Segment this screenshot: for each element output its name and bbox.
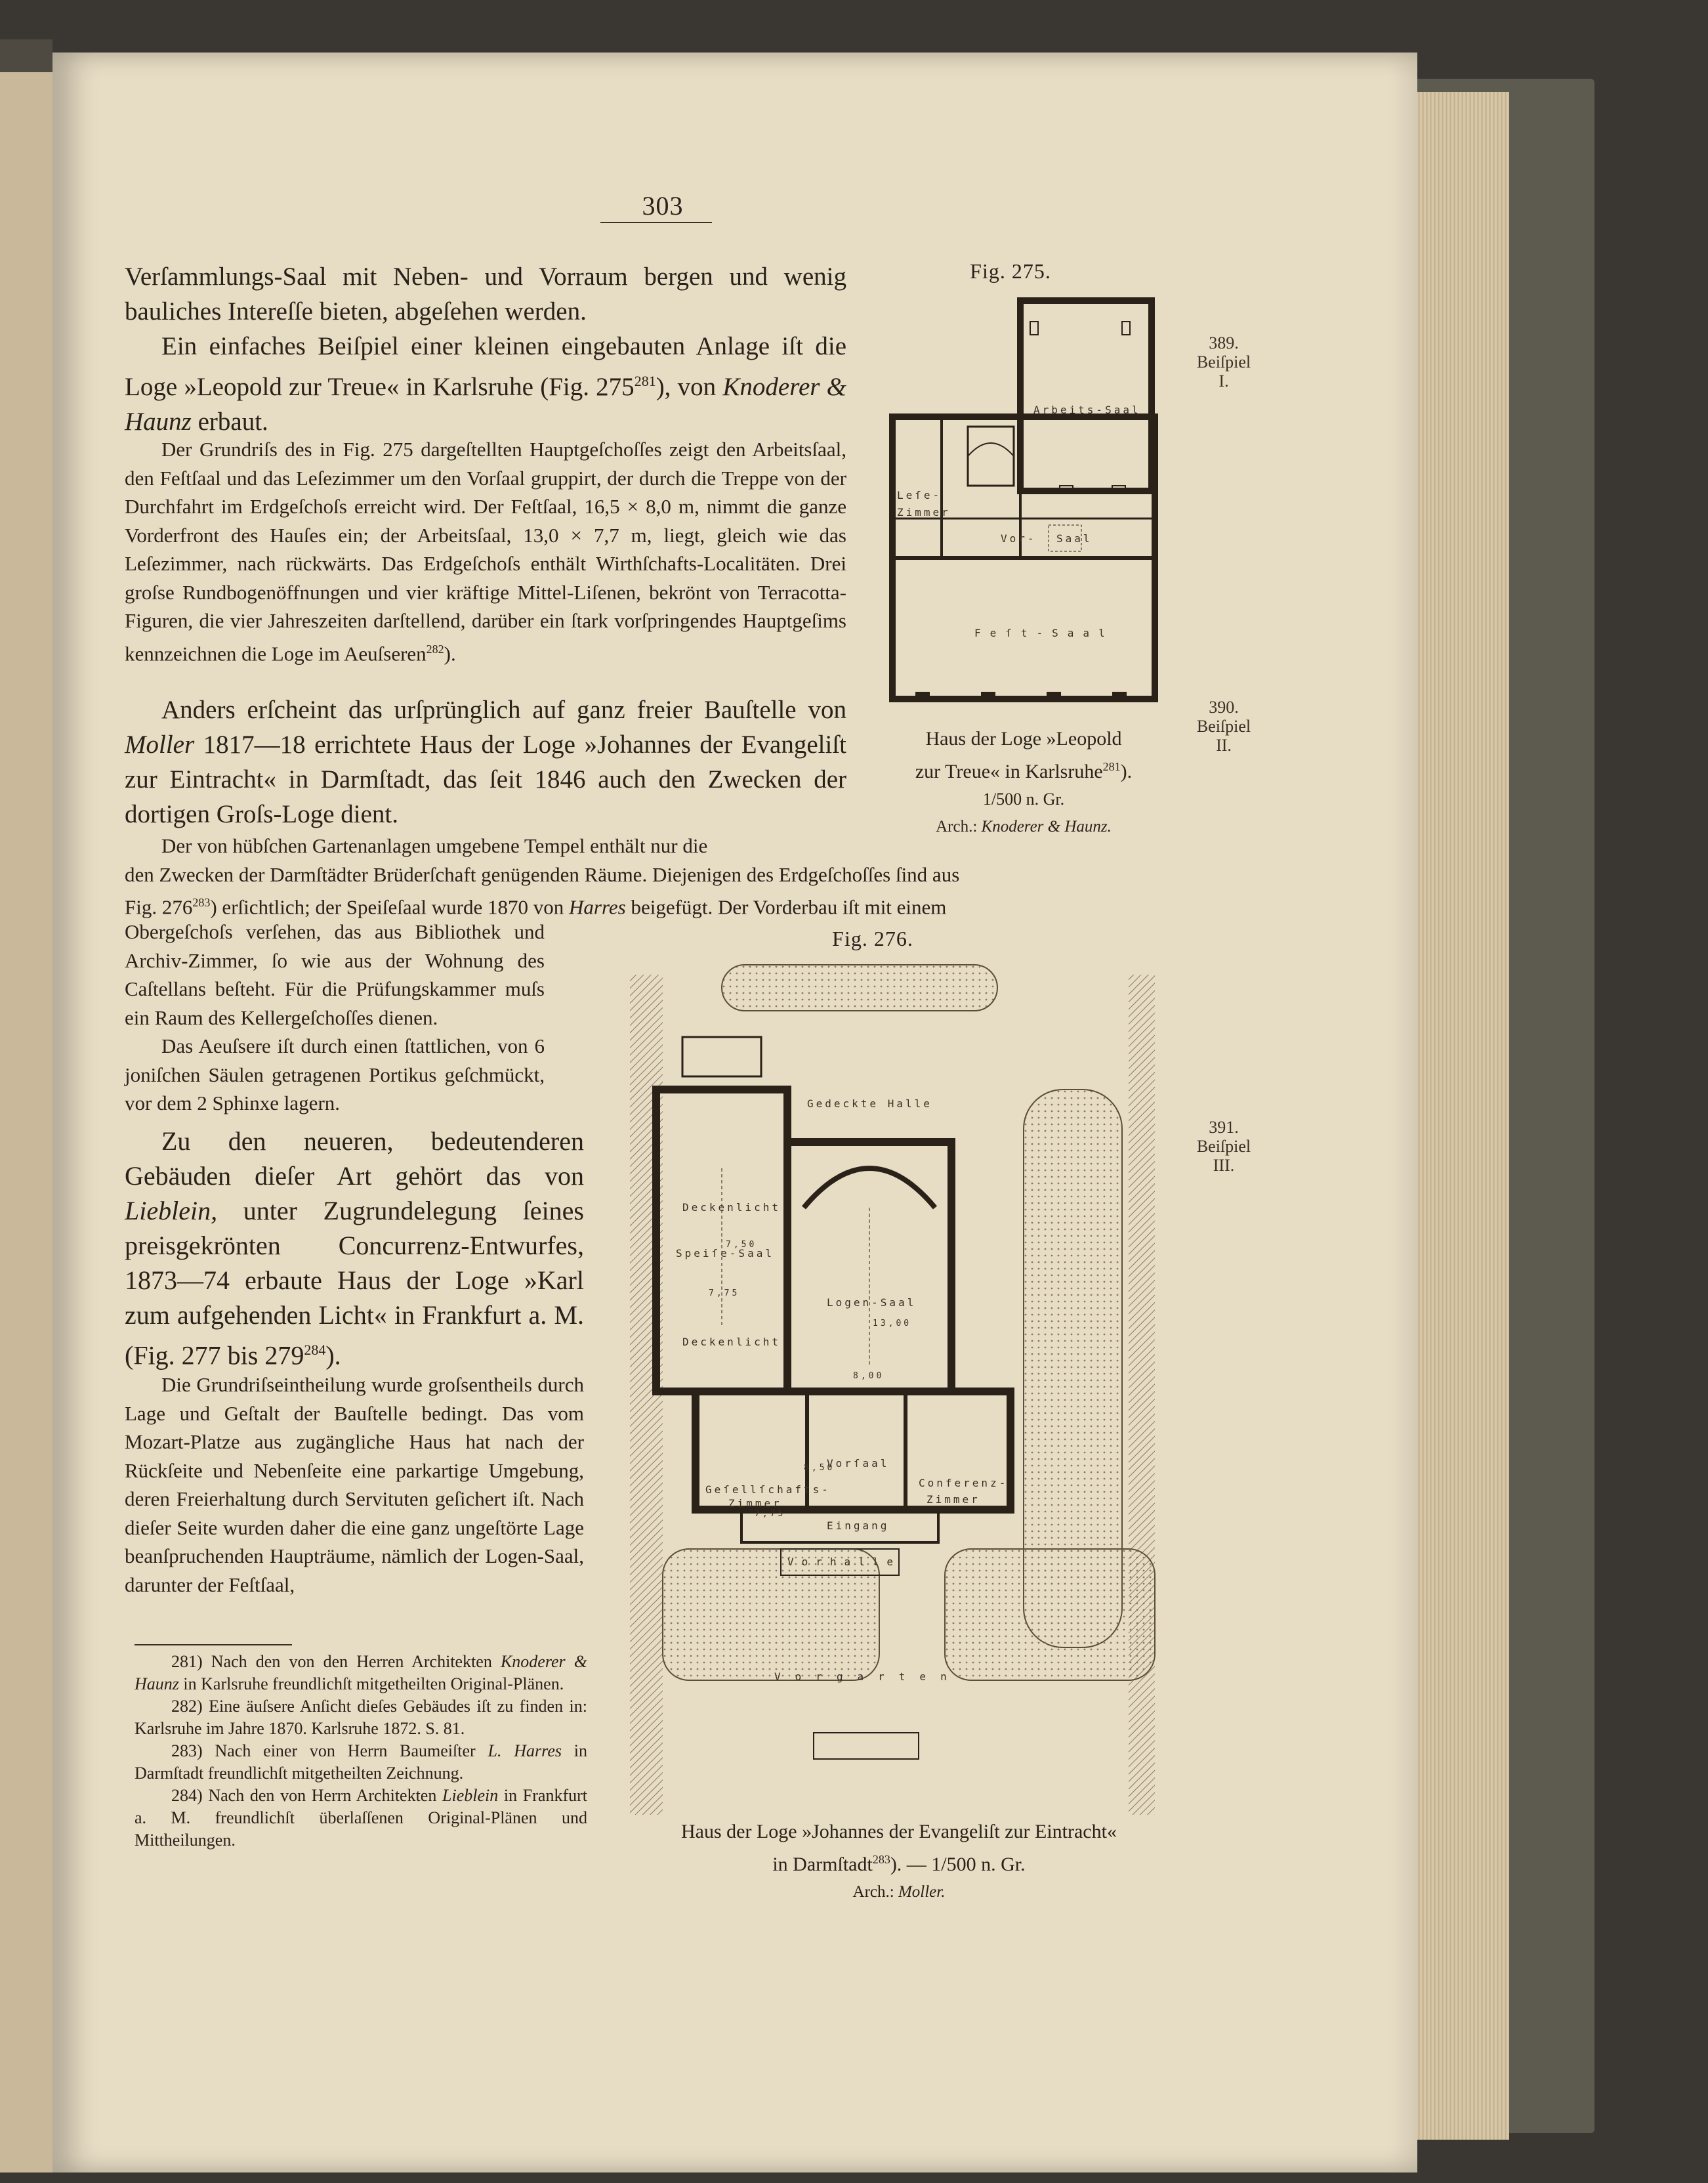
fig276-right-boundary [1129, 975, 1155, 1815]
text-column-top [125, 259, 846, 439]
fig275-vorsaal-b: Saal [1056, 532, 1093, 545]
text-column-mid [125, 692, 846, 832]
page-number: 303 [642, 191, 684, 221]
fig275-festsaal: Feſt-Saal [974, 627, 1114, 639]
margin-note-390: 390. Beiſpiel II. [1196, 698, 1251, 755]
paragraph-7: Zu den neueren, bedeutenderen Gebäuden dieſer Art gehört das von Lieblein, unter Zugrundelegung ſeines preisgekrönten Concurrenz-Entwurfes, 1873—74 erbaute Haus der Loge »Karl zum aufgehenden Licht« in Frankfurt a. M. (Fig. 277 bis $279^{284}$). [125, 1126, 584, 1370]
fig276-dim-800: 8,00 [853, 1371, 885, 1381]
paragraph-5-line-3: Fig. $276^{283}$) erſichtlich; der Speiſeſaal wurde 1870 von Harres beigefügt. Der Vorderbau iſt mit einem [125, 895, 947, 919]
fig275-caption-line2: zur Treue« in Karlsruhe$^{281}$). [915, 760, 1133, 782]
paragraph-1: Verſammlungs-Saal mit Neben- und Vorraum bergen und wenig bauliches Intereſſe bieten, abgeſehen werden. [125, 263, 846, 326]
footnotes [135, 1651, 587, 1852]
fig275-label: Fig. 275. [970, 259, 1051, 283]
fig275-rear-wing [1020, 301, 1152, 491]
footnote-281: 281) Nach den von den Herren Architekten Knoderer & Haunz in Karlsruhe freundlichſt mitgetheilten Original-Plänen. [135, 1652, 587, 1693]
fig276-deckenlicht-1: Deckenlicht [682, 1201, 781, 1214]
fig276-vorhalle: Vorhalle [787, 1556, 902, 1568]
fig276-deckenlicht-2: Deckenlicht [682, 1336, 781, 1348]
fig275-zimmer: Zimmer [897, 506, 951, 519]
footnote-284: 284) Nach den von Herrn Architekten Lieblein in Frankfurt a. M. freundlichſt überlaſſenen Original-Plänen und Mittheilungen. [135, 1786, 587, 1850]
margin-note-389: 389. Beiſpiel I. [1196, 333, 1251, 391]
fig276-caption-line1: Haus der Loge »Johannes der Evangeliſt zur Eintracht« [681, 1821, 1117, 1842]
paragraph-2: Ein einfaches Beiſpiel einer kleinen eingebauten Anlage iſt die Loge »Leopold zur Treue« in Karlsruhe (Fig. $275^{281}$), von Knoderer & Haunz erbaut. [125, 332, 846, 436]
fig276-conferenz: Conferenz- [919, 1477, 1009, 1489]
text-column-small-3 [125, 918, 545, 1118]
page-number-rule [600, 222, 712, 223]
fig276-garden-bed-top [722, 965, 997, 1011]
page-edges [1404, 92, 1509, 2140]
text-column-small-1 [125, 435, 846, 668]
fig276-dim-775: 7,75 [709, 1288, 740, 1298]
fig275-vorsaal-a: Vor- [1001, 532, 1037, 545]
footnote-282: 282) Eine äuſsere Anſicht dieſes Gebäudes iſt zu finden in: Karlsruhe im Jahre 1870. Karlsruhe 1872. S. 81. [135, 1697, 588, 1738]
fig275-floor-plan [889, 295, 1158, 702]
margin-note-391: 391. Beiſpiel III. [1196, 1118, 1251, 1175]
fig276-site-plan [630, 958, 1161, 1825]
fig276-garden-bed-right [945, 1549, 1155, 1680]
fig276-vorgarten: Vorgarten [774, 1670, 961, 1683]
paragraph-3: Der Grundriſs des in Fig. 275 dargeſtellten Hauptgeſchoſſes zeigt den Arbeitsſaal, den Feſtſaal und das Leſezimmer um den Vorſaal gruppirt, der durch die Treppe von der Durchfahrt im Erdgeſchoſs erreicht wird. Der Feſtſaal, 16,5 × 8,0 m, nimmt die ganze Vorderfront des Hauſes ein; der Arbeitsſaal, 13,0 × 7,7 m, liegt, gleich wie das Leſezimmer, nach rückwärts. Das Erdgeſchoſs enthält Wirthſchafts-Localitäten. Drei groſse Rundbogenöffnungen und vier kräftige Mittel-Liſenen, bekrönt von Terracotta-Figuren, die vier Jahreszeiten darſtellend, darüber ein ſtark vorſpringendes Hauptgeſims kennzeichnen die Loge im Aeuſseren$^{282}$). [125, 438, 846, 665]
fig276-caption [610, 1818, 1188, 1906]
paragraph-5-line-2: den Zwecken der Darmſtädter Brüderſchaft genügenden Räume. Diejenigen des Erdgeſchoſſes ſind aus [125, 862, 960, 886]
fig276-gedeckte-halle: Gedeckte Halle [807, 1097, 932, 1110]
fig275-lese: Leſe- [897, 489, 942, 501]
footnote-283: 283) Nach einer von Herrn Baumeiſter L. Harres in Darmſtadt freundlichſt mitgetheilten Zeichnung. [135, 1741, 588, 1783]
fig275-caption-line1: Haus der Loge »Leopold [925, 728, 1122, 750]
text-column-lower [125, 1124, 584, 1372]
text-column-small-4 [125, 1370, 584, 1599]
fig276-gesellschafts: Geſellſchafts- [705, 1483, 831, 1496]
fig276-dim-750: 7,50 [726, 1240, 757, 1250]
text-column-small-2 [125, 832, 1161, 922]
fig276-eingang: Eingang [827, 1519, 890, 1532]
fig275-architect: Arch.: Knoderer & Haunz. [936, 818, 1112, 836]
fig275-arbeitssaal: Arbeits-Saal [1033, 404, 1141, 416]
fig276-label: Fig. 276. [832, 927, 913, 950]
footnote-rule [135, 1644, 292, 1645]
fig276-garden-bed-left [663, 1549, 879, 1680]
fig275-scale: 1/500 n. Gr. [982, 790, 1065, 809]
fig276-architect: Arch.: Moller. [852, 1883, 946, 1901]
paragraph-6: Das Aeuſsere iſt durch einen ſtattlichen, von 6 joniſchen Säulen getragenen Portikus geſchmückt, vor dem 2 Sphinxe lagern. [125, 1034, 545, 1114]
paragraph-8: Die Grundriſseintheilung wurde groſsentheils durch Lage und Geſtalt der Bauſtelle bedingt. Das vom Mozart-Platze aus zugängliche Haus hat nach der Rückſeite und Nebenſeite eine parkartige Umgebung, deren Freierhaltung durch Servituten geſichert iſt. Nach dieſer Seite wurden daher die eine ganz ungeſtörte Lage beanſpruchenden Haupträume, nämlich der Logen-Saal, darunter der Feſtſaal, [125, 1373, 584, 1596]
paragraph-4: Anders erſcheint das urſprünglich auf ganz freier Bauſtelle von Moller 1817—18 errichtete Haus der Loge »Johannes der Evangeliſt zur Eintracht« in Darmſtadt, das ſeit 1846 auch den Zwecken der dortigen Groſs-Loge dient. [125, 696, 846, 828]
fig276-dim-775b: 7,75 [755, 1509, 786, 1519]
fig276-zimmer-1: Zimmer [728, 1497, 782, 1510]
fig276-zimmer-2: Zimmer [927, 1493, 980, 1506]
fig276-caption-line2: in Darmſtadt$^{283}$). — 1/500 n. Gr. [772, 1853, 1026, 1875]
paragraph-5-rest: Obergeſchoſs verſehen, das aus Bibliothek und Archiv-Zimmer, ſo wie aus der Wohnung des Caſtellans beſteht. Für die Prüfungskammer muſs ein Raum des Kellergeſchoſſes dienen. [125, 920, 545, 1029]
paragraph-5-line-1: Der von hübſchen Gartenanlagen umgebene Tempel enthält nur die [161, 834, 708, 857]
fig275-stair [968, 427, 1014, 486]
fig276-speisesaal: Speiſe-Saal [676, 1247, 774, 1260]
fig276-dim-850: 8,50 [804, 1463, 835, 1473]
fig276-dim-1300: 13,00 [873, 1319, 912, 1328]
fig276-vorsaal: Vorſaal [827, 1457, 890, 1470]
fig275-caption [876, 725, 1171, 841]
fig276-logensaal: Logen-Saal [827, 1296, 917, 1309]
